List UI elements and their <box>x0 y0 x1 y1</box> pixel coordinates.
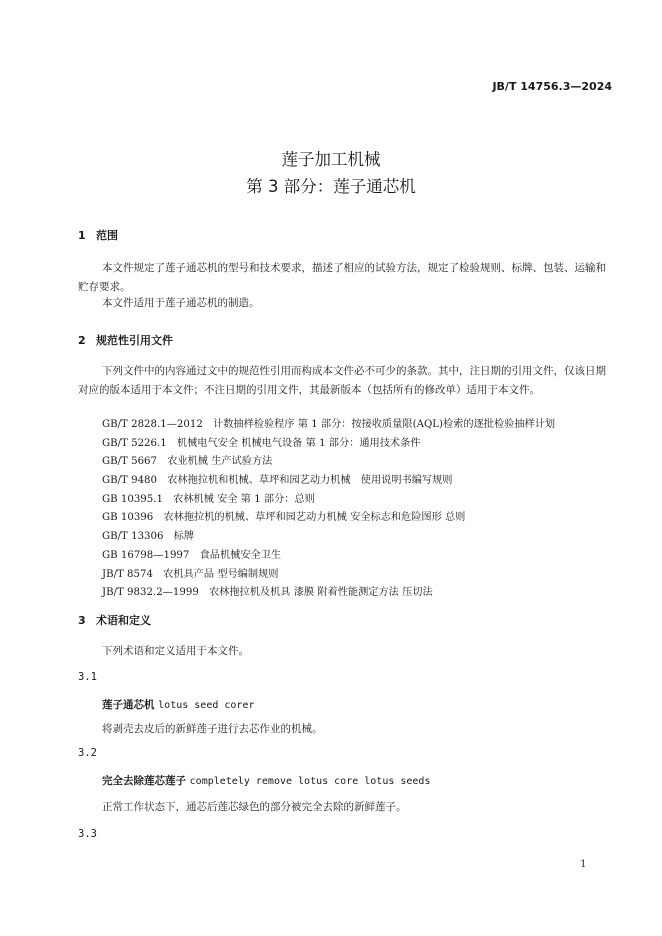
document-title: 莲子加工机械 <box>281 150 381 169</box>
clause-number: 3.3 <box>78 828 97 840</box>
reference-item: JB/T 9832.2—1999 农林拖拉机及机具 漆膜 附着性能测定方法 压切法 <box>102 587 433 599</box>
term-english: lotus seed corer <box>158 700 255 711</box>
term-definition: 将剥壳去皮后的新鲜莲子进行去芯作业的机械。 <box>102 723 323 735</box>
section-heading-normative-refs <box>78 332 173 348</box>
section-title: 规范性引用文件 <box>96 334 173 347</box>
scope-paragraph-1: 本文件规定了莲子通芯机的型号和技术要求，描述了相应的试验方法，规定了检验规则、标牌、包装、运输和贮存要求。 <box>78 262 606 293</box>
term-title <box>102 697 254 712</box>
section-title: 范围 <box>96 229 118 242</box>
term-chinese: 完全去除莲芯莲子 <box>102 775 186 787</box>
reference-item: GB/T 9480 农林拖拉机和机械、草坪和园艺动力机械 使用说明书编写规则 <box>102 475 453 487</box>
term-title <box>102 773 430 788</box>
section-number: 1 <box>78 229 86 242</box>
reference-item: JB/T 8574 农机具产品 型号编制规则 <box>102 568 279 580</box>
section-number: 3 <box>78 614 86 627</box>
section-heading-terms <box>78 612 151 628</box>
terms-intro: 下列术语和定义适用于本文件。 <box>102 645 249 657</box>
reference-item: GB 10395.1 农林机械 安全 第 1 部分：总则 <box>102 493 315 505</box>
section-number: 2 <box>78 334 86 347</box>
page-number: 1 <box>580 858 587 870</box>
section-heading-scope <box>78 227 118 243</box>
reference-item: GB 16798—1997 食品机械安全卫生 <box>102 549 282 561</box>
reference-item: GB/T 2828.1—2012 计数抽样检验程序 第 1 部分：按接收质量限(AQL)检索的逐批检验抽样计划 <box>102 419 556 430</box>
reference-item: GB 10396 农林拖拉机的机械、草坪和园艺动力机械 安全标志和危险图形 总则 <box>102 512 466 524</box>
reference-item: GB/T 5667 农业机械 生产试验方法 <box>102 456 273 468</box>
term-chinese: 莲子通芯机 <box>102 699 155 711</box>
term-definition: 正常工作状态下，通芯后莲芯绿色的部分被完全去除的新鲜莲子。 <box>102 801 407 813</box>
clause-number: 3.1 <box>78 671 97 683</box>
scope-paragraph-2: 本文件适用于莲子通芯机的制造。 <box>102 297 260 309</box>
normative-refs-intro: 下列文件中的内容通过文中的规范性引用而构成本文件必不可少的条款。其中，注日期的引用文件，仅该日期对应的版本适用于本文件；不注日期的引用文件，其最新版本（包括所有的修改单）适用于本文件。 <box>78 365 606 396</box>
reference-item: GB/T 5226.1 机械电气安全 机械电气设备 第 1 部分：通用技术条件 <box>102 437 421 449</box>
section-title: 术语和定义 <box>96 614 151 627</box>
reference-item: GB/T 13306 标牌 <box>102 531 195 543</box>
clause-number: 3.2 <box>78 747 97 759</box>
standard-number: JB/T 14756.3—2024 <box>492 80 612 93</box>
document-subtitle: 第 3 部分：莲子通芯机 <box>246 177 416 196</box>
reference-list <box>102 416 612 603</box>
term-english: completely remove lotus core lotus seeds <box>189 776 431 787</box>
